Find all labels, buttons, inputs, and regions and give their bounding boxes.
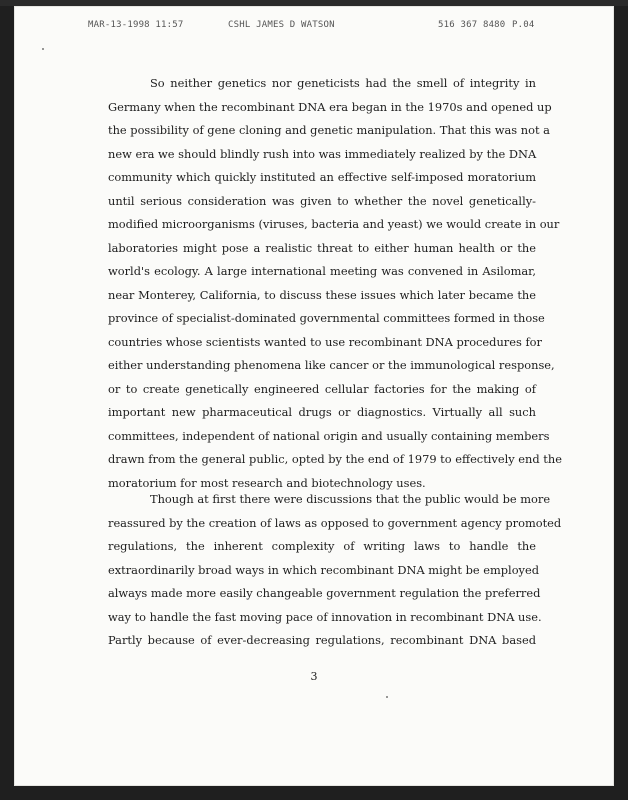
paragraph-1 [108, 72, 562, 495]
text-line: countries whose scientists wanted to use recombinant DNA procedures for [108, 334, 542, 349]
text-line: province of specialist-dominated governmental committees formed in those [108, 311, 545, 325]
text-line: way to handle the fast moving pace of innovation in recombinant DNA use. [108, 609, 542, 624]
text-line: until serious consideration was given to whether the novel genetically- [108, 193, 536, 208]
scan-speck [42, 48, 44, 50]
text-line: new era we should blindly rush into was immediately realized by the DNA [108, 146, 537, 161]
scan-speck [386, 696, 388, 698]
document-page [14, 6, 614, 786]
text-line: or to create genetically engineered cellular factories for the making of [108, 381, 536, 396]
text-line: extraordinarily broad ways in which recombinant DNA might be employed [108, 562, 540, 577]
text-line: the possibility of gene cloning and genetic manipulation. That this was not a [108, 123, 550, 137]
text-line: modified microorganisms (viruses, bacteria and yeast) we would create in our [108, 217, 560, 231]
fax-phone: 516 367 8480 [438, 20, 506, 30]
fax-page-number: P.04 [512, 20, 535, 30]
text-line: Partly because of ever-decreasing regulations, recombinant DNA based [108, 633, 536, 647]
text-line: committees, independent of national origin and usually containing members [108, 428, 550, 443]
text-line: near Monterey, California, to discuss these issues which later became the [108, 287, 536, 302]
text-line: Though at first there were discussions that the public would be more [150, 492, 551, 506]
text-line: reassured by the creation of laws as opposed to government agency promoted [108, 515, 562, 530]
text-line: Germany when the recombinant DNA era began in the 1970s and opened up [108, 99, 552, 114]
text-line: So neither genetics nor geneticists had the smell of integrity in [150, 76, 536, 90]
text-line: always made more easily changeable government regulation the preferred [108, 586, 541, 600]
text-line: moratorium for most research and biotechnology uses. [108, 475, 426, 490]
text-line: either understanding phenomena like cancer or the immunological response, [108, 358, 555, 372]
fax-header [14, 20, 614, 34]
text-line: community which quickly instituted an effective self-imposed moratorium [108, 170, 536, 184]
text-line: world's ecology. A large international meeting was convened in Asilomar, [108, 264, 536, 278]
fax-sender: CSHL JAMES D WATSON [228, 20, 335, 30]
fax-date-time: MAR-13-1998 11:57 [88, 20, 184, 30]
page-number: 3 [310, 670, 318, 683]
text-line: drawn from the general public, opted by the end of 1979 to effectively end the [108, 452, 562, 466]
text-line: laboratories might pose a realistic threat to either human health or the [108, 240, 536, 255]
paragraph-2 [108, 488, 562, 653]
text-line: regulations, the inherent complexity of writing laws to handle the [108, 539, 536, 553]
text-line: important new pharmaceutical drugs or diagnostics. Virtually all such [108, 405, 536, 419]
